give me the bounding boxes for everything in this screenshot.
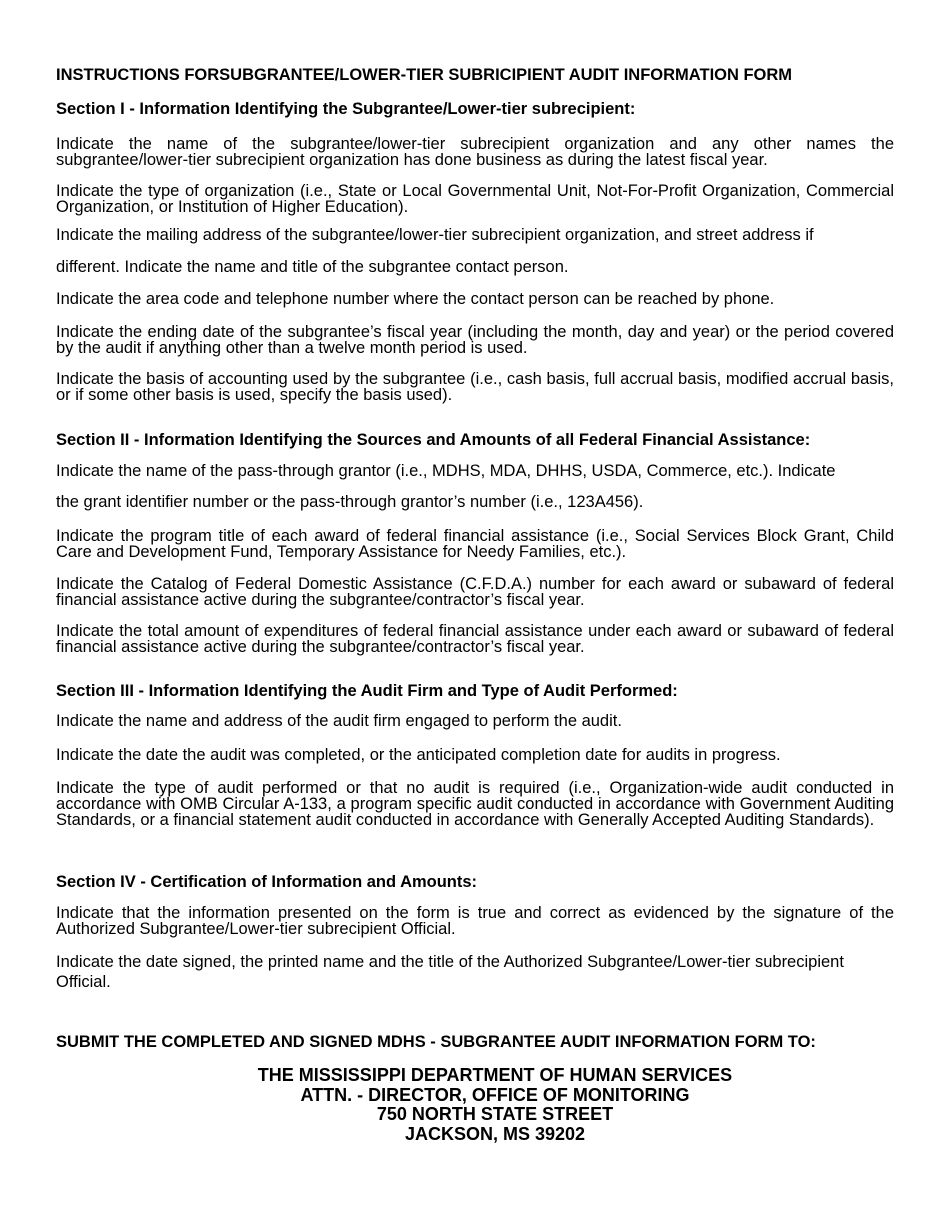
section-2-paragraph-grant-number: the grant identifier number or the pass-through grantor’s number (i.e., 123A456). [56, 493, 644, 511]
section-1-paragraph-organization-type: Indicate the type of organization (i.e., State or Local Governmental Unit, Not-For-Profit Organization, Commercial Organization, or Institution of Higher Education). [56, 182, 894, 216]
page-title: INSTRUCTIONS FORSUBGRANTEE/LOWER-TIER SUBRICIPIENT AUDIT INFORMATION FORM [56, 66, 793, 84]
address-line-department: THE MISSISSIPPI DEPARTMENT OF HUMAN SERVICES [257, 1065, 733, 1085]
submit-heading: SUBMIT THE COMPLETED AND SIGNED MDHS - SUBGRANTEE AUDIT INFORMATION FORM TO: [56, 1033, 816, 1051]
section-3-heading: Section III - Information Identifying the Audit Firm and Type of Audit Performed: [56, 682, 678, 700]
section-1-paragraph-organization-name: Indicate the name of the subgrantee/lower-tier subrecipient organization and any other names the subgrantee/lower-tier subrecipient organization has done business as during the latest fiscal year. [56, 135, 894, 169]
section-2-paragraph-program-title: Indicate the program title of each award of federal financial assistance (i.e., Social Services Block Grant, Child Care and Development Fund, Temporary Assistance for Needy Families, etc.). [56, 527, 894, 561]
section-2-paragraph-grantor: Indicate the name of the pass-through grantor (i.e., MDHS, MDA, DHHS, USDA, Commerce, etc.). Indicate [56, 462, 836, 480]
address-line-city-state-zip: JACKSON, MS 39202 [404, 1123, 586, 1144]
section-3-paragraph-audit-date: Indicate the date the audit was completed, or the anticipated completion date for audits in progress. [56, 746, 781, 764]
section-1-paragraph-telephone: Indicate the area code and telephone number where the contact person can be reached by phone. [56, 290, 775, 308]
section-1-paragraph-contact-person: different. Indicate the name and title of the subgrantee contact person. [56, 258, 569, 276]
section-1-heading: Section I - Information Identifying the Subgrantee/Lower-tier subrecipient: [56, 100, 636, 118]
section-4-paragraph-certification: Indicate that the information presented on the form is true and correct as evidenced by the signature of the Authorized Subgrantee/Lower-tier subrecipient Official. [56, 904, 894, 938]
mailing-address-block [200, 1066, 790, 1144]
section-4-heading: Section IV - Certification of Information and Amounts: [56, 873, 478, 891]
address-line-street: 750 NORTH STATE STREET [376, 1104, 614, 1124]
section-2-heading: Section II - Information Identifying the Sources and Amounts of all Federal Financial Assistance: [56, 431, 811, 449]
section-2-paragraph-expenditures: Indicate the total amount of expenditures of federal financial assistance under each award or subaward of federal financial assistance active during the subgrantee/contractor’s fiscal year. [56, 622, 894, 656]
section-2-paragraph-cfda-number: Indicate the Catalog of Federal Domestic Assistance (C.F.D.A.) number for each award or subaward of federal financial assistance active during the subgrantee/contractor’s fiscal year. [56, 575, 894, 609]
section-1-paragraph-mailing-address: Indicate the mailing address of the subgrantee/lower-tier subrecipient organization, and street address if [56, 226, 814, 244]
section-3-paragraph-audit-firm: Indicate the name and address of the audit firm engaged to perform the audit. [56, 712, 622, 730]
section-1-paragraph-accounting-basis: Indicate the basis of accounting used by the subgrantee (i.e., cash basis, full accrual basis, modified accrual basis, or if some other basis is used, specify the basis used). [56, 370, 894, 404]
section-3-paragraph-audit-type: Indicate the type of audit performed or that no audit is required (i.e., Organization-wide audit conducted in accordance with OMB Circular A-133, a program specific audit conducted in accordance with Government Auditing Standards, or a financial statement audit conducted in accordance with Generally Accepted Auditing Standards). [56, 779, 894, 829]
section-4-paragraph-date-signed: Indicate the date signed, the printed name and the title of the Authorized Subgrantee/Lower-tier subrecipient Official. [56, 953, 844, 991]
section-1-paragraph-fiscal-year: Indicate the ending date of the subgrantee’s fiscal year (including the month, day and year) or the period covered by the audit if anything other than a twelve month period is used. [56, 323, 894, 357]
address-line-attention: ATTN. - DIRECTOR, OFFICE OF MONITORING [300, 1084, 690, 1105]
